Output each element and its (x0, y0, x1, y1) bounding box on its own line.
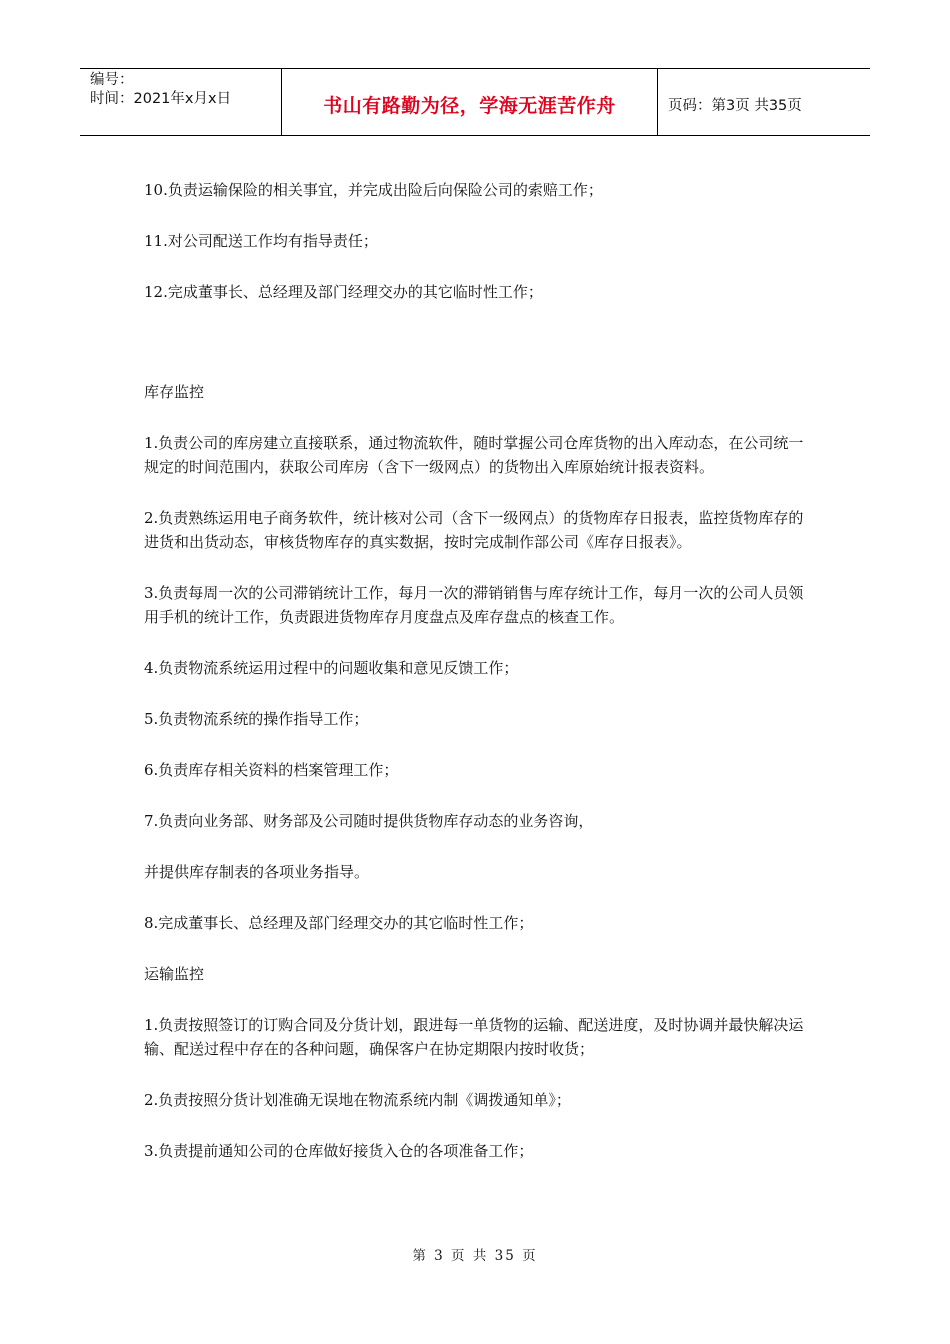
paragraph: 2.负责熟练运用电子商务软件，统计核对公司（含下一级网点）的货物库存日报表，监控货物库存的进货和出货动态，审核货物库存的真实数据，按时完成制作部公司《库存日报表》。 (144, 509, 804, 551)
paragraph: 6.负责库存相关资料的档案管理工作； (144, 761, 399, 779)
time-label: 时间：2021年x月x日 (90, 91, 232, 107)
paragraph: 4.负责物流系统运用过程中的问题收集和意见反馈工作； (144, 659, 519, 677)
paragraph: 12.完成董事长、总经理及部门经理交办的其它临时性工作； (144, 283, 543, 301)
page-footer: 第 3 页 共 35 页 (412, 1248, 538, 1264)
paragraph: 并提供库存制表的各项业务指导。 (144, 863, 370, 881)
document-body (144, 178, 814, 1163)
header-meta (80, 69, 282, 135)
paragraph: 1.负责按照签订的订购合同及分货计划，跟进每一单货物的运输、配送进度，及时协调并最快解决运输、配送过程中存在的各种问题，确保客户在协定期限内按时收货； (144, 1016, 804, 1058)
page-header (80, 68, 870, 136)
paragraph: 3.负责每周一次的公司滞销统计工作，每月一次的滞销销售与库存统计工作，每月一次的公司人员领用手机的统计工作，负责跟进货物库存月度盘点及库存盘点的核查工作。 (144, 584, 804, 626)
number-label: 编号： (90, 72, 134, 88)
paragraph: 7.负责向业务部、财务部及公司随时提供货物库存动态的业务咨询， (144, 812, 594, 830)
paragraph: 10.负责运输保险的相关事宜，并完成出险后向保险公司的索赔工作； (144, 181, 603, 199)
paragraph: 11.对公司配送工作均有指导责任； (144, 232, 378, 250)
paragraph: 8.完成董事长、总经理及部门经理交办的其它临时性工作； (144, 914, 534, 932)
paragraph: 1.负责公司的库房建立直接联系，通过物流软件，随时掌握公司仓库货物的出入库动态，在公司统一规定的时间范围内，获取公司库房（含下一级网点）的货物出入库原始统计报表资料。 (144, 434, 804, 476)
paragraph: 3.负责提前通知公司的仓库做好接货入仓的各项准备工作； (144, 1142, 534, 1160)
header-page-info: 页码：第3页 共35页 (668, 97, 802, 114)
section-heading-inventory: 库存监控 (144, 383, 205, 401)
section-heading-transport: 运输监控 (144, 965, 205, 983)
paragraph: 5.负责物流系统的操作指导工作； (144, 710, 369, 728)
header-motto: 书山有路勤为径，学海无涯苦作舟 (282, 69, 658, 135)
paragraph: 2.负责按照分货计划准确无误地在物流系统内制《调拨通知单》； (144, 1091, 571, 1109)
